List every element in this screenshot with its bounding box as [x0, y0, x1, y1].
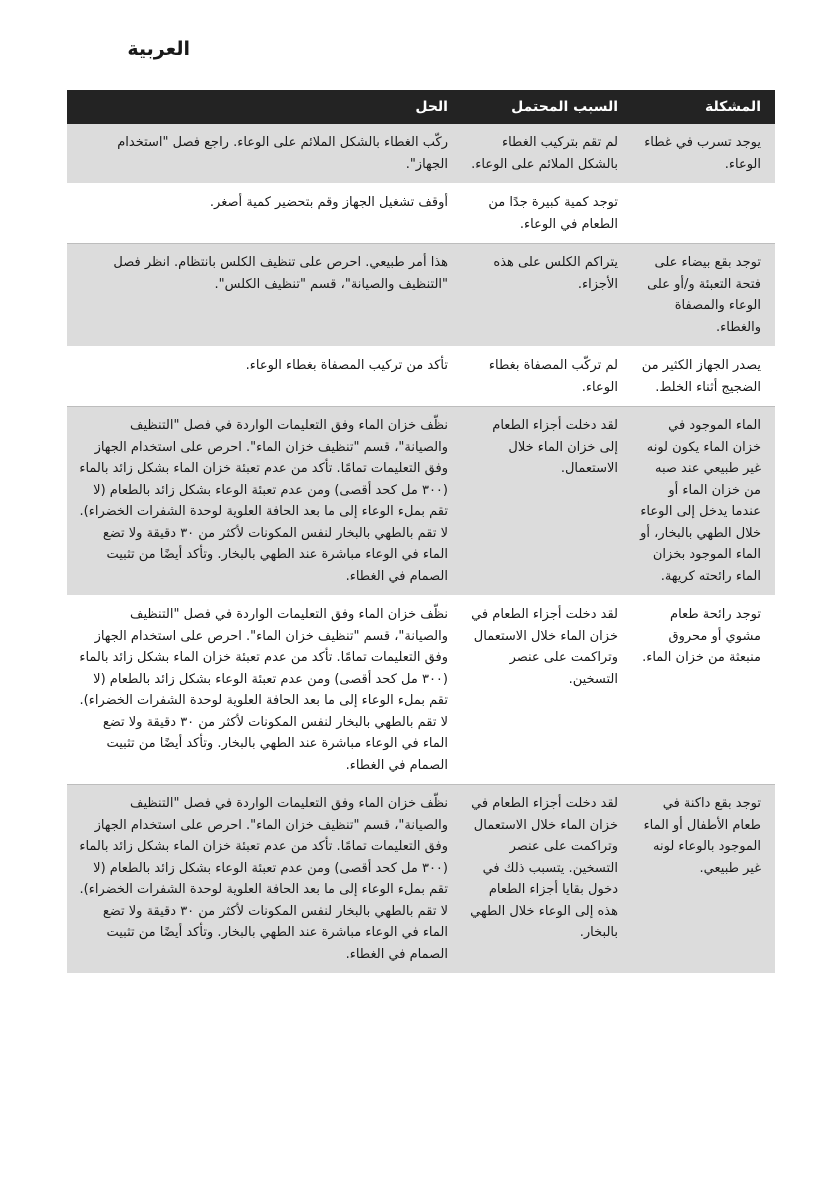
cause-cell: توجد كمية كبيرة جدًا من الطعام في الوعاء.: [462, 184, 632, 244]
cause-cell: لم تقم بتركيب الغطاء بالشكل الملائم على الوعاء.: [462, 124, 632, 184]
table-row: [67, 347, 775, 407]
problem-cell: توجد رائحة طعام مشوي أو محروق منبعثة من خزان الماء.: [632, 596, 775, 785]
cause-cell: لقد دخلت أجزاء الطعام في خزان الماء خلال الاستعمال وتراكمت على عنصر التسخين. يتسبب ذلك في دخول بقايا أجزاء الطعام هذه إلى الوعاء خلال الطهي بالبخار.: [462, 785, 632, 974]
solution-cell: هذا أمر طبيعي. احرص على تنظيف الكلس بانتظام. انظر فصل "التنظيف والصيانة"، قسم "تنظيف الكلس".: [67, 244, 462, 347]
cause-cell: لقد دخلت أجزاء الطعام في خزان الماء خلال الاستعمال وتراكمت على عنصر التسخين.: [462, 596, 632, 785]
problem-cell: [632, 184, 775, 244]
troubleshooting-table-container: [67, 90, 775, 974]
table-row: [67, 124, 775, 184]
language-heading: العربية: [127, 38, 190, 60]
problem-cell: يوجد تسرب في غطاء الوعاء.: [632, 124, 775, 184]
table-row: [67, 785, 775, 974]
table-row: [67, 184, 775, 244]
table-row: [67, 596, 775, 785]
solution-cell: أوقف تشغيل الجهاز وقم بتحضير كمية أصغر.: [67, 184, 462, 244]
problem-cell: يصدر الجهاز الكثير من الضجيج أثناء الخلط.: [632, 347, 775, 407]
solution-cell: نظّف خزان الماء وفق التعليمات الواردة في فصل "التنظيف والصيانة"، قسم "تنظيف خزان الماء". احرص على استخدام الجهاز وفق التعليمات تمامًا. تأكد من عدم تعبئة خزان الماء بشكل زائد بالماء (٣٠٠ مل كحد أقصى) ومن عدم تعبئة الوعاء بشكل زائد بالطعام (لا تقم بملء الوعاء إلى ما بعد الحافة العلوية لوحدة الشفرات الخضراء). لا تقم بالطهي بالبخار لنفس المكونات لأكثر من ٣٠ دقيقة ولا تضع الماء في الوعاء مباشرة عند الطهي بالبخار. وتأكد أيضًا من تثبيت الصمام في الغطاء.: [67, 785, 462, 974]
cause-cell: لم تركّب المصفاة بغطاء الوعاء.: [462, 347, 632, 407]
problem-cell: توجد بقع داكنة في طعام الأطفال أو الماء الموجود بالوعاء لونه غير طبيعي.: [632, 785, 775, 974]
table-row: [67, 244, 775, 347]
problem-cell: الماء الموجود في خزان الماء يكون لونه غير طبيعي عند صبه من خزان الماء أو عندما يدخل إلى الوعاء خلال الطهي بالبخار، أو الماء الموجود بخزان الماء رائحته كريهة.: [632, 407, 775, 596]
problem-cell: توجد بقع بيضاء على فتحة التعبئة و/أو على الوعاء والمصفاة والغطاء.: [632, 244, 775, 347]
troubleshooting-table: [67, 90, 775, 974]
header-solution: الحل: [67, 90, 462, 124]
cause-cell: يتراكم الكلس على هذه الأجزاء.: [462, 244, 632, 347]
cause-cell: لقد دخلت أجزاء الطعام إلى خزان الماء خلال الاستعمال.: [462, 407, 632, 596]
header-cause: السبب المحتمل: [462, 90, 632, 124]
header-problem: المشكلة: [632, 90, 775, 124]
table-header-row: [67, 90, 775, 124]
solution-cell: نظّف خزان الماء وفق التعليمات الواردة في فصل "التنظيف والصيانة"، قسم "تنظيف خزان الماء". احرص على استخدام الجهاز وفق التعليمات تمامًا. تأكد من عدم تعبئة خزان الماء بشكل زائد بالماء (٣٠٠ مل كحد أقصى) ومن عدم تعبئة الوعاء بشكل زائد بالطعام (لا تقم بملء الوعاء إلى ما بعد الحافة العلوية لوحدة الشفرات الخضراء). لا تقم بالطهي بالبخار لنفس المكونات لأكثر من ٣٠ دقيقة ولا تضع الماء في الوعاء مباشرة عند الطهي بالبخار. وتأكد أيضًا من تثبيت الصمام في الغطاء.: [67, 596, 462, 785]
solution-cell: تأكد من تركيب المصفاة بغطاء الوعاء.: [67, 347, 462, 407]
table-row: [67, 407, 775, 596]
solution-cell: ركّب الغطاء بالشكل الملائم على الوعاء. راجع فصل "استخدام الجهاز".: [67, 124, 462, 184]
solution-cell: نظّف خزان الماء وفق التعليمات الواردة في فصل "التنظيف والصيانة"، قسم "تنظيف خزان الماء". احرص على استخدام الجهاز وفق التعليمات تمامًا. تأكد من عدم تعبئة خزان الماء بشكل زائد بالماء (٣٠٠ مل كحد أقصى) ومن عدم تعبئة الوعاء بشكل زائد بالطعام (لا تقم بملء الوعاء إلى ما بعد الحافة العلوية لوحدة الشفرات الخضراء). لا تقم بالطهي بالبخار لنفس المكونات لأكثر من ٣٠ دقيقة ولا تضع الماء في الوعاء مباشرة عند الطهي بالبخار. وتأكد أيضًا من تثبيت الصمام في الغطاء.: [67, 407, 462, 596]
